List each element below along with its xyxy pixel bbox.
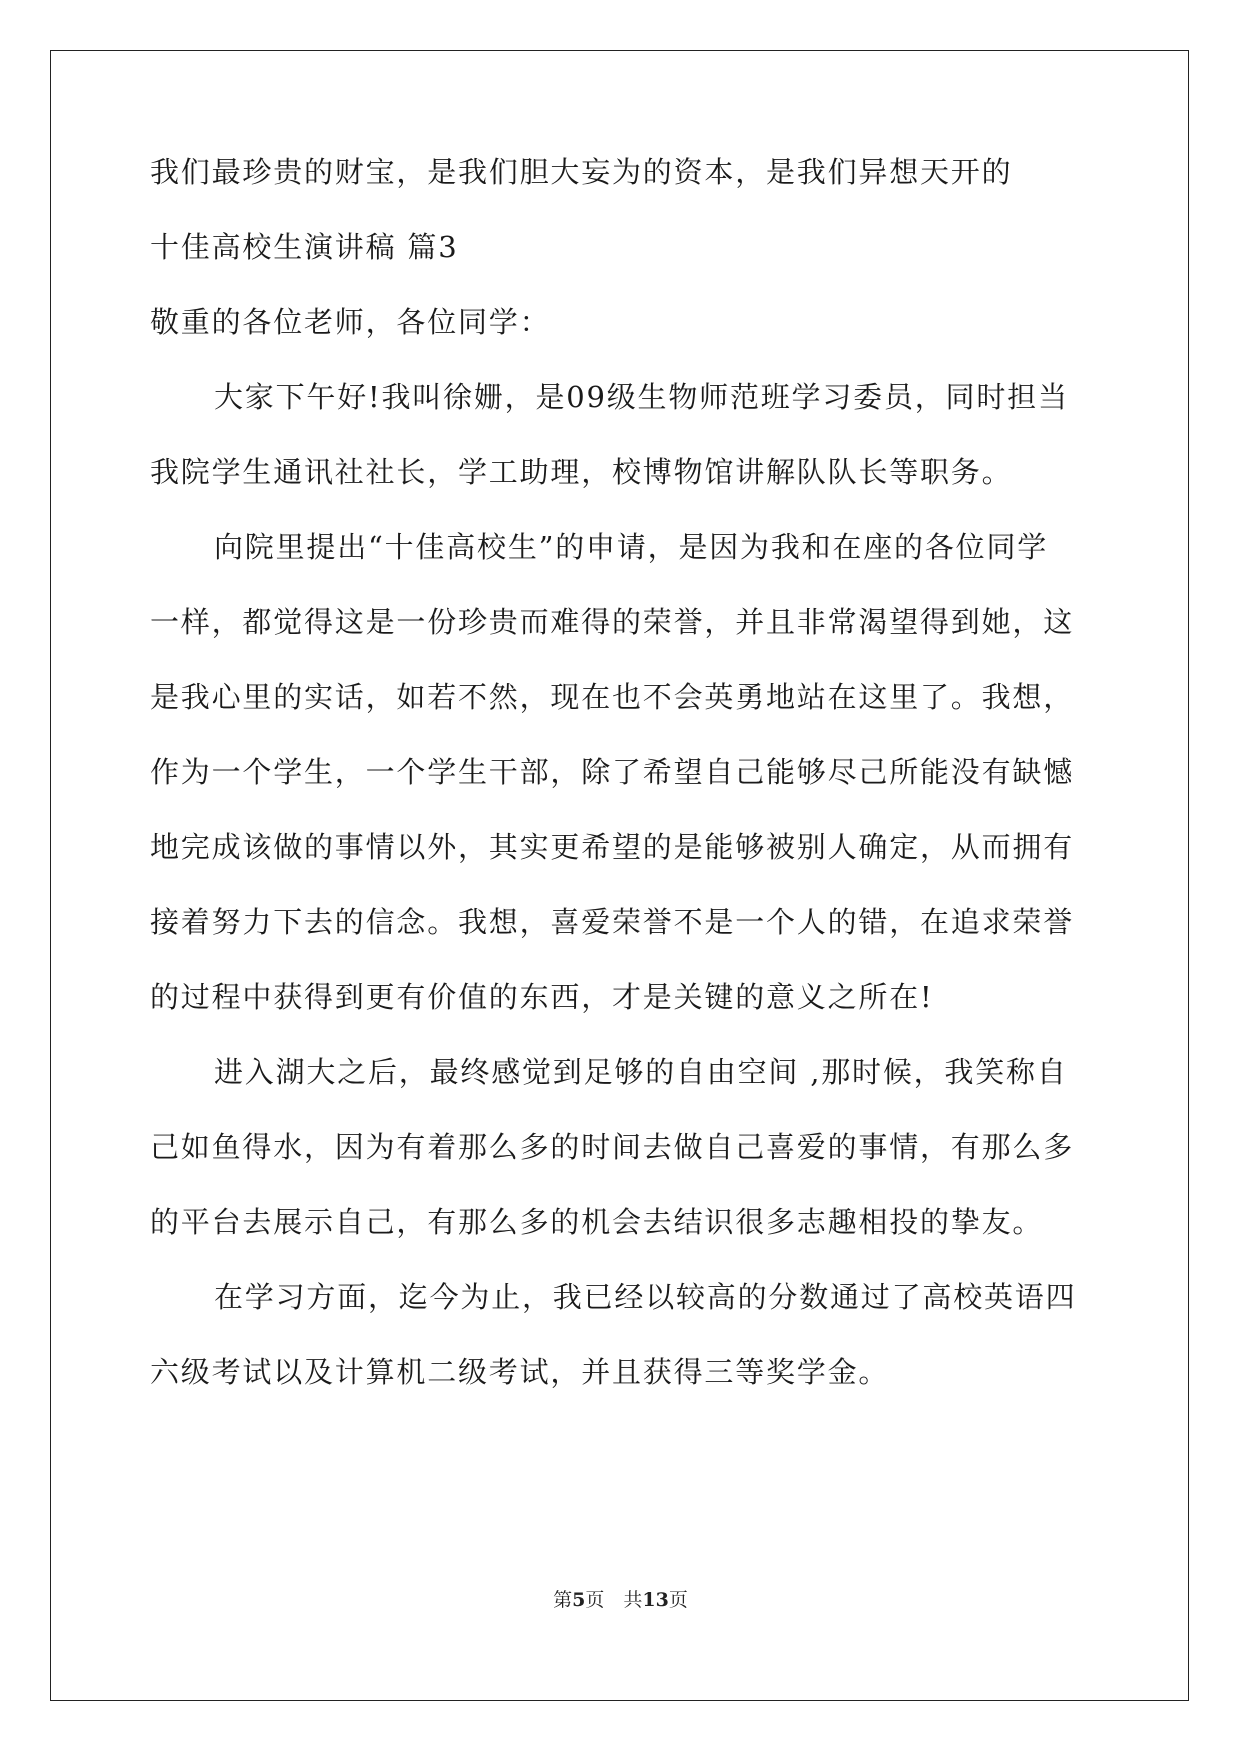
page-border [50, 50, 1189, 1701]
text-line-6: 向院里提出“十佳高校生”的申请，是因为我和在座的各位同学 [214, 530, 1049, 564]
text-line-7: 一样，都觉得这是一份珍贵而难得的荣誉，并且非常渴望得到她，这 [150, 605, 1075, 639]
section-heading: 十佳高校生演讲稿 篇3 [150, 230, 459, 264]
text-line-11: 接着努力下去的信念。我想，喜爱荣誉不是一个人的错，在追求荣誉 [150, 905, 1075, 939]
text-line-14: 己如鱼得水，因为有着那么多的时间去做自己喜爱的事情，有那么多 [150, 1130, 1075, 1164]
text-line-17: 六级考试以及计算机二级考试，并且获得三等奖学金。 [150, 1355, 890, 1389]
text-line-13: 进入湖大之后，最终感觉到足够的自由空间 ,那时候，我笑称自 [214, 1055, 1068, 1089]
text-line-5: 我院学生通讯社社长，学工助理，校博物馆讲解队队长等职务。 [150, 455, 1013, 489]
text-line-4: 大家下午好!我叫徐姗，是09级生物师范班学习委员，同时担当 [214, 380, 1069, 414]
page-footer [0, 1585, 1241, 1612]
footer-mid: 页 共 [585, 1589, 643, 1611]
text-line-9: 作为一个学生，一个学生干部，除了希望自己能够尽己所能没有缺憾 [150, 755, 1075, 789]
text-line-1: 我们最珍贵的财宝，是我们胆大妄为的资本，是我们异想天开的 [150, 155, 1013, 189]
footer-suffix: 页 [668, 1589, 688, 1611]
footer-prefix: 第 [553, 1589, 573, 1611]
text-line-16: 在学习方面，迄今为止，我已经以较高的分数通过了高校英语四 [214, 1280, 1077, 1314]
text-line-12: 的过程中获得到更有价值的东西，才是关键的意义之所在! [150, 980, 934, 1014]
text-line-8: 是我心里的实话，如若不然，现在也不会英勇地站在这里了。我想， [150, 680, 1075, 714]
text-line-10: 地完成该做的事情以外，其实更希望的是能够被别人确定，从而拥有 [150, 830, 1075, 864]
current-page-number: 5 [572, 1589, 586, 1611]
text-line-15: 的平台去展示自己，有那么多的机会去结识很多志趣相投的挚友。 [150, 1205, 1044, 1239]
salutation: 敬重的各位老师，各位同学： [150, 305, 551, 339]
total-pages-number: 13 [642, 1589, 669, 1611]
